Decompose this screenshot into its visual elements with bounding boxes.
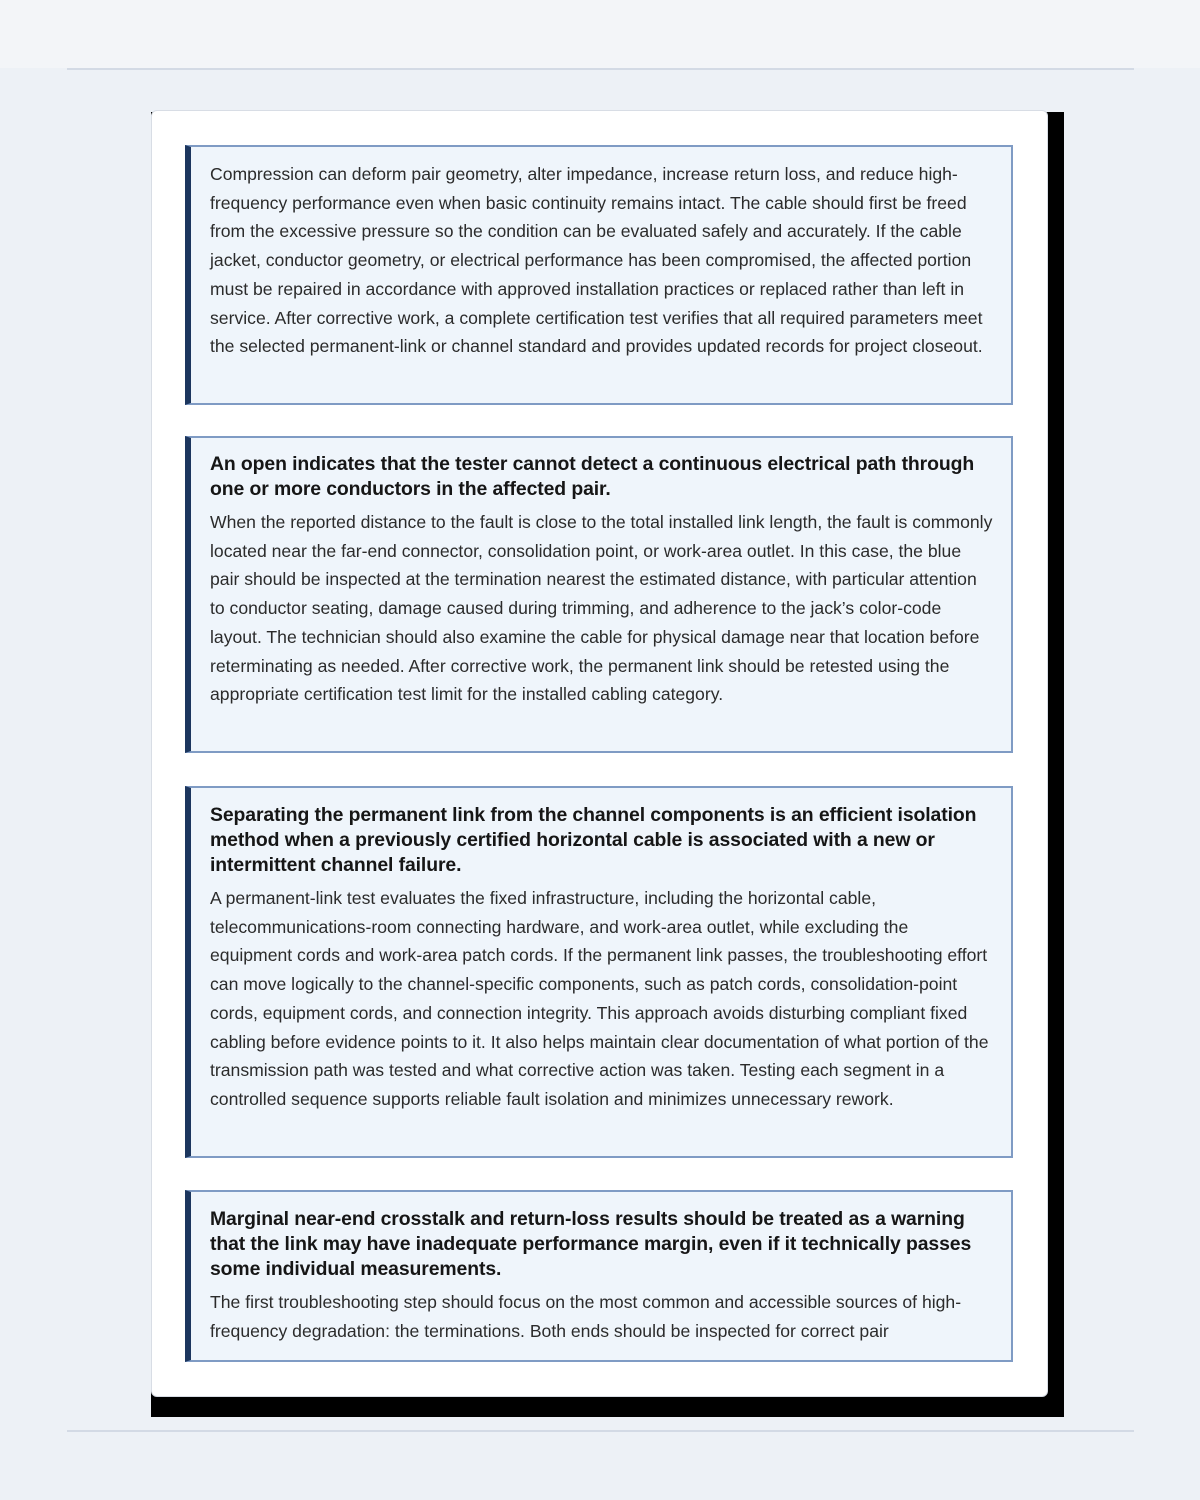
callout-body: The first troubleshooting step should focus on the most common and accessible sources of high-frequency degradation: the terminations. Both ends should be inspected for correct pair xyxy=(210,1292,962,1341)
callout-body: Compression can deform pair geometry, alter impedance, increase return loss, and reduce high-frequency performance even when basic continuity remains intact. The cable should first be freed from the excessive pressure so the condition can be evaluated safely and accurately. If the cable jacket, conductor geometry, or electrical performance has been compromised, the affected portion must be repaired in accordance with approved installation practices or replaced rather than left in service. After corrective work, a complete certification test verifies that all required parameters meet the selected permanent-link or channel standard and provides updated records for project closeout. xyxy=(210,164,983,357)
callout-open-fault xyxy=(185,436,1013,753)
callout-permanent-link xyxy=(185,786,1013,1158)
callout-marginal-crosstalk xyxy=(185,1190,1013,1362)
callout-body: A permanent-link test evaluates the fixed infrastructure, including the horizontal cable, telecommunications-room connecting hardware, and work-area outlet, while excluding the equipment cords and work-area patch cords. If the permanent link passes, the troubleshooting effort can move logically to the channel-specific components, such as patch cords, consolidation-point cords, equipment cords, and connection integrity. This approach avoids disturbing compliant fixed cabling before evidence points to it. It also helps maintain clear documentation of what portion of the transmission path was tested and what corrective action was taken. Testing each segment in a controlled sequence supports reliable fault isolation and minimizes unnecessary rework. xyxy=(210,888,989,1109)
callout-body: When the reported distance to the fault is close to the total installed link length, the fault is commonly located near the far-end connector, consolidation point, or work-area outlet. In this case, the blue pair should be inspected at the termination nearest the estimated distance, with particular attention to conductor seating, damage caused during trimming, and adherence to the jack’s color-code layout. The technician should also examine the cable for physical damage near that location before reterminating as needed. After corrective work, the permanent link should be retested using the appropriate certification test limit for the installed cabling category. xyxy=(210,512,993,705)
callout-heading: An open indicates that the tester cannot detect a continuous electrical path through one or more conductors in the affected pair. xyxy=(210,453,975,500)
callout-compression xyxy=(185,145,1013,405)
top-divider xyxy=(67,68,1134,70)
bottom-divider xyxy=(67,1430,1134,1432)
callout-heading: Marginal near-end crosstalk and return-loss results should be treated as a warning that the link may have inadequate performance margin, even if it technically passes some individual measurements. xyxy=(210,1208,972,1280)
callout-heading: Separating the permanent link from the channel components is an efficient isolation method when a previously certified horizontal cable is associated with a new or intermittent channel failure. xyxy=(210,804,977,876)
top-bar xyxy=(0,0,1200,68)
